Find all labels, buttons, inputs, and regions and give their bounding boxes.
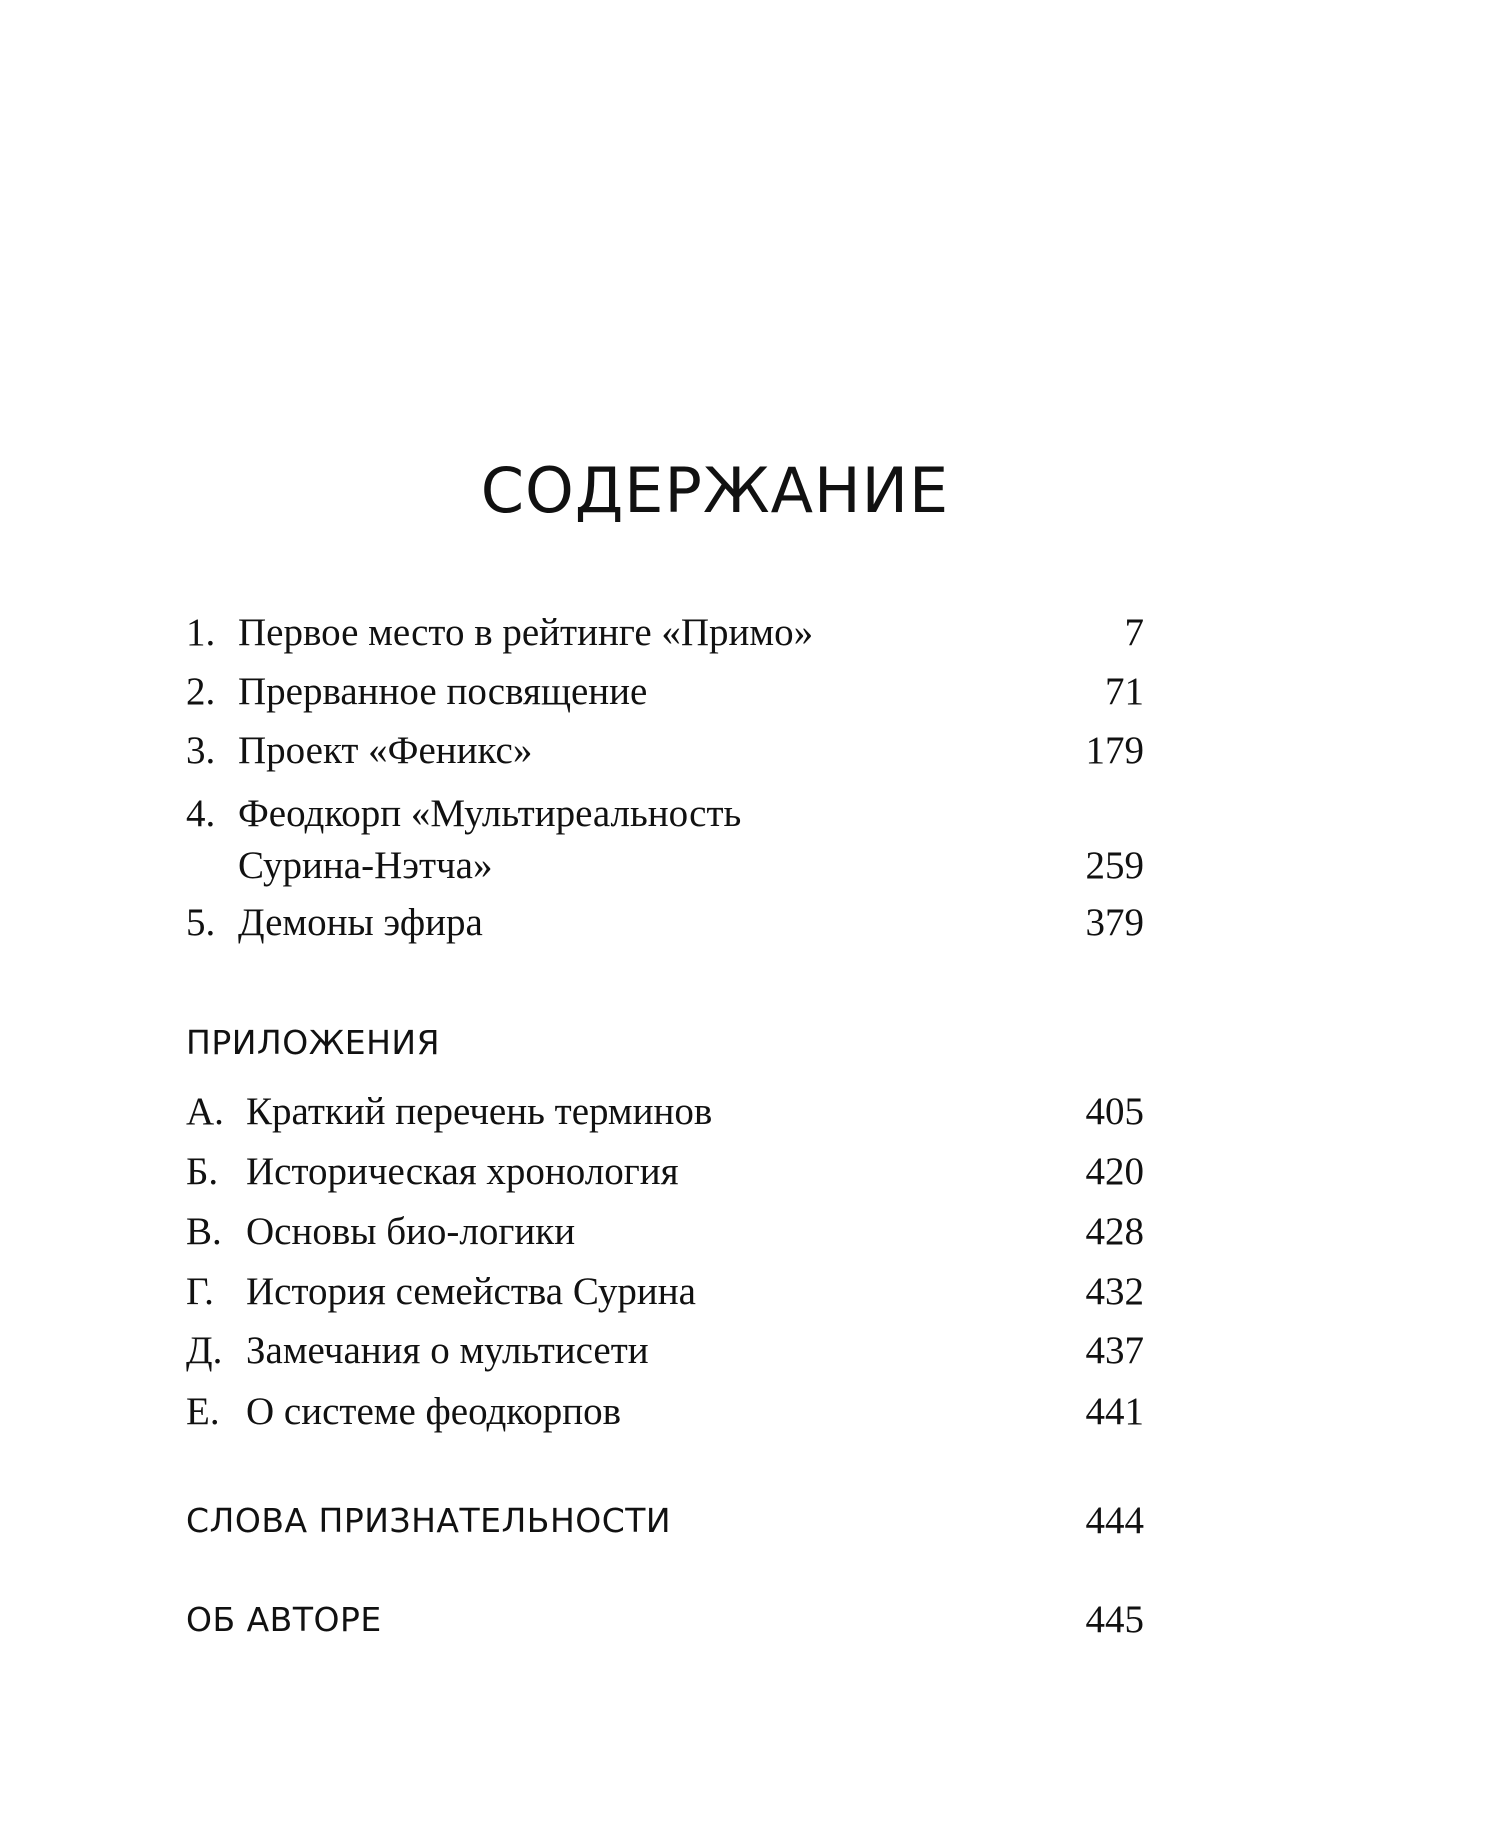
toc-entry-appendix-d[interactable] [186,1325,1144,1377]
page-number: 405 [1085,1090,1144,1133]
appendix-letter: Д. [186,1329,223,1372]
page-number: 379 [1085,901,1144,944]
toc-entry-appendix-g[interactable] [186,1266,1144,1318]
appendix-letter: Б. [186,1150,219,1193]
page-number: 441 [1085,1390,1144,1433]
toc-entry-chapter-5[interactable] [186,897,1144,949]
appendix-letter: А. [186,1090,224,1133]
chapter-title: Проект «Феникс» [238,729,533,772]
page-number: 432 [1085,1270,1144,1313]
section-title: ОБ АВТОРЕ [186,1600,382,1639]
toc-entry-chapter-1[interactable] [186,607,1144,659]
appendix-letter: В. [186,1210,222,1253]
chapter-number: 1. [186,611,216,654]
chapter-title: Прерванное посвящение [238,670,648,713]
appendices-heading: ПРИЛОЖЕНИЯ [186,1023,441,1062]
chapter-title-line-2: Сурина-Нэтча» [238,844,493,887]
section-title: СЛОВА ПРИЗНАТЕЛЬНОСТИ [186,1501,672,1540]
chapter-title: Демоны эфира [238,901,483,944]
toc-entry-about-author[interactable] [186,1594,1144,1646]
appendix-title: Основы био-логики [246,1210,576,1253]
page-number: 259 [1085,844,1144,887]
toc-entry-appendix-e[interactable] [186,1386,1144,1438]
toc-entry-appendix-v[interactable] [186,1206,1144,1258]
chapter-number: 4. [186,792,216,835]
page-number: 7 [1124,611,1144,654]
appendix-letter: Е. [186,1390,220,1433]
appendix-title: Краткий перечень терминов [246,1090,713,1133]
page-number: 420 [1085,1150,1144,1193]
toc-entry-acknowledgements[interactable] [186,1495,1144,1547]
chapter-number: 5. [186,901,216,944]
appendix-title: О системе феодкорпов [246,1390,622,1433]
toc-entry-chapter-4[interactable] [186,788,1144,892]
chapter-title: Первое место в рейтинге «Примо» [238,611,814,654]
toc-entry-chapter-3[interactable] [186,725,1144,777]
toc-entry-appendix-a[interactable] [186,1086,1144,1138]
chapter-number: 2. [186,670,216,713]
toc-entry-chapter-2[interactable] [186,666,1144,718]
page-number: 428 [1085,1210,1144,1253]
chapter-title-line-1: Феодкорп «Мультиреальность [238,792,742,835]
page-number: 71 [1105,670,1144,713]
page-title: СОДЕРЖАНИЕ [480,454,950,527]
page-number: 437 [1085,1329,1144,1372]
page-number: 445 [1085,1598,1144,1641]
appendix-title: Историческая хронология [246,1150,679,1193]
page-number: 179 [1085,729,1144,772]
appendix-title: История семейства Сурина [246,1270,696,1313]
page-number: 444 [1085,1499,1144,1542]
appendix-title: Замечания о мультисети [246,1329,649,1372]
chapter-number: 3. [186,729,216,772]
appendix-letter: Г. [186,1270,214,1313]
toc-entry-appendix-b[interactable] [186,1146,1144,1198]
